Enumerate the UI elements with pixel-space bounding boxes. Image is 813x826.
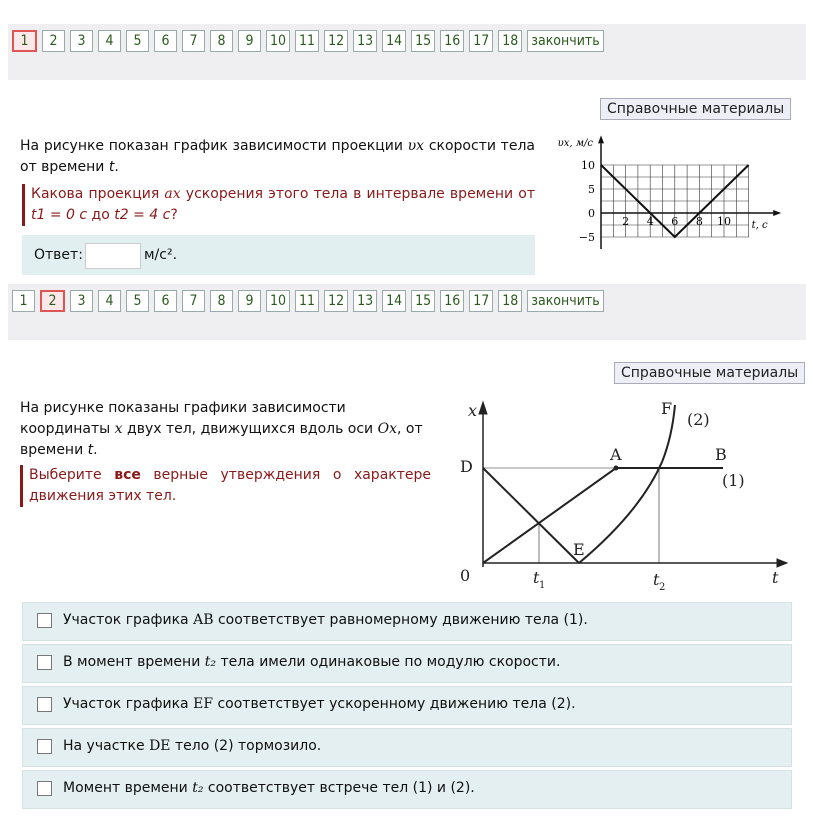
t: тела имели одинаковые по модулю скорости. bbox=[216, 654, 561, 670]
x-axis-label: x bbox=[468, 401, 478, 420]
t: . bbox=[93, 442, 98, 458]
t: t₂ bbox=[192, 780, 204, 796]
y-tick-label: 10 bbox=[581, 159, 595, 172]
t: двух тел, движущихся вдоль оси bbox=[122, 421, 378, 437]
question-11-button[interactable]: 11 bbox=[295, 290, 319, 312]
answer-input[interactable] bbox=[85, 243, 141, 269]
checkbox[interactable] bbox=[37, 697, 52, 712]
question-4-button[interactable]: 4 bbox=[98, 30, 121, 52]
question-8-button[interactable]: 8 bbox=[210, 290, 233, 312]
t: ускорения этого тела в интервале времени от bbox=[180, 186, 535, 202]
question-6-button[interactable]: 6 bbox=[154, 290, 177, 312]
x-tick-label: 2 bbox=[622, 215, 630, 228]
question-3-button[interactable]: 3 bbox=[70, 30, 93, 52]
t: На участке bbox=[63, 738, 150, 754]
question-1-button[interactable]: 1 bbox=[12, 30, 37, 52]
question-nav-1 bbox=[8, 24, 806, 80]
question-18-button[interactable]: 18 bbox=[498, 30, 522, 52]
question-5-button[interactable]: 5 bbox=[126, 290, 149, 312]
option-5[interactable] bbox=[22, 770, 792, 809]
t: t bbox=[108, 159, 115, 175]
label-f: F bbox=[661, 399, 673, 418]
t: Момент времени bbox=[63, 780, 193, 796]
label-zero: 0 bbox=[460, 566, 471, 585]
t: Участок графика bbox=[63, 612, 194, 628]
question-2-button[interactable]: 2 bbox=[42, 30, 65, 52]
label-a: A bbox=[610, 445, 622, 464]
t: ax bbox=[164, 186, 181, 202]
option-4[interactable] bbox=[22, 728, 792, 767]
x-tick-label: 8 bbox=[695, 215, 703, 228]
reference-materials-button-2[interactable]: Справочные материалы bbox=[614, 362, 805, 384]
question-4-button[interactable]: 4 bbox=[98, 290, 121, 312]
t: В момент времени bbox=[63, 654, 205, 670]
t-axis-label: t bbox=[772, 568, 779, 587]
t: тело (2) тормозило. bbox=[170, 738, 322, 754]
x-axis-label: t, с bbox=[751, 220, 768, 231]
question-17-button[interactable]: 17 bbox=[469, 290, 493, 312]
t: DE bbox=[149, 738, 171, 754]
question-5-button[interactable]: 5 bbox=[126, 30, 149, 52]
task1-question bbox=[22, 184, 535, 226]
coordinate-graph bbox=[440, 392, 813, 602]
checkbox[interactable] bbox=[37, 655, 52, 670]
t: . bbox=[114, 159, 119, 175]
question-7-button[interactable]: 7 bbox=[182, 290, 205, 312]
checkbox[interactable] bbox=[37, 613, 52, 628]
label-b: B bbox=[715, 445, 727, 464]
x-tick-label: 4 bbox=[646, 215, 654, 228]
y-tick-label: 5 bbox=[588, 183, 595, 196]
t: На рисунке показан график зависимости проекции bbox=[20, 138, 408, 154]
y-tick-label: −5 bbox=[578, 231, 595, 244]
t: t1 = 0 с bbox=[31, 207, 88, 223]
label-2: (2) bbox=[687, 410, 710, 429]
task2-question bbox=[20, 465, 431, 507]
question-17-button[interactable]: 17 bbox=[469, 30, 493, 52]
t: AB bbox=[193, 612, 214, 628]
finish-button[interactable]: закончить bbox=[527, 290, 603, 312]
option-label bbox=[63, 738, 321, 754]
t: скорости тела от времени bbox=[20, 138, 535, 175]
option-3[interactable] bbox=[22, 686, 792, 725]
t: t bbox=[87, 442, 94, 458]
question-8-button[interactable]: 8 bbox=[210, 30, 233, 52]
label-e: E bbox=[573, 540, 585, 559]
t: соответствует встрече тел (1) и (2). bbox=[203, 780, 475, 796]
t: t2 = 4 с bbox=[114, 207, 171, 223]
option-label bbox=[63, 612, 588, 628]
t: соответствует ускоренному движению тела (2). bbox=[213, 696, 576, 712]
x-tick-label: 10 bbox=[717, 215, 731, 228]
t: υx bbox=[407, 138, 425, 154]
answer-label: Ответ: bbox=[34, 247, 83, 263]
question-2-button[interactable]: 2 bbox=[40, 290, 65, 312]
question-13-button[interactable]: 13 bbox=[353, 30, 377, 52]
question-nav-2 bbox=[8, 284, 806, 340]
velocity-chart bbox=[545, 128, 785, 253]
t: Какова проекция bbox=[31, 186, 165, 202]
option-label bbox=[63, 696, 576, 712]
t: Участок графика bbox=[63, 696, 194, 712]
t: EF bbox=[193, 696, 214, 712]
question-6-button[interactable]: 6 bbox=[154, 30, 177, 52]
question-11-button[interactable]: 11 bbox=[295, 30, 319, 52]
question-14-button[interactable]: 14 bbox=[382, 30, 406, 52]
question-15-button[interactable]: 15 bbox=[411, 290, 435, 312]
question-12-button[interactable]: 12 bbox=[324, 290, 348, 312]
t: соответствует равномерному движению тела (1). bbox=[213, 612, 588, 628]
task2-text bbox=[20, 398, 432, 461]
question-3-button[interactable]: 3 bbox=[70, 290, 93, 312]
question-15-button[interactable]: 15 bbox=[411, 30, 435, 52]
question-16-button[interactable]: 16 bbox=[440, 290, 464, 312]
y-tick-label: 0 bbox=[588, 207, 595, 220]
question-9-button[interactable]: 9 bbox=[238, 290, 261, 312]
x-arrow bbox=[773, 210, 781, 216]
label-d: D bbox=[460, 457, 473, 476]
label-1: (1) bbox=[722, 471, 745, 490]
option-1[interactable] bbox=[22, 602, 792, 641]
question-9-button[interactable]: 9 bbox=[238, 30, 261, 52]
label-t1: t bbox=[533, 568, 540, 587]
option-label bbox=[63, 654, 560, 670]
checkbox[interactable] bbox=[37, 739, 52, 754]
t: Выберите bbox=[29, 467, 115, 483]
question-10-button[interactable]: 10 bbox=[266, 30, 290, 52]
t: Ox bbox=[377, 421, 397, 437]
answer-unit: м/с². bbox=[144, 247, 178, 263]
t: t₂ bbox=[204, 654, 216, 670]
finish-button[interactable]: закончить bbox=[527, 30, 603, 52]
question-14-button[interactable]: 14 bbox=[382, 290, 406, 312]
reference-materials-button[interactable]: Справочные материалы bbox=[600, 98, 791, 120]
x-tick-label: 6 bbox=[671, 215, 679, 228]
y-arrow bbox=[598, 135, 604, 143]
t: , от времени bbox=[20, 421, 423, 458]
t: верные утверждения о характере движения этих тел. bbox=[29, 467, 431, 504]
t: x bbox=[114, 421, 123, 437]
t: На рисунке показаны графики зависимости координаты bbox=[20, 400, 346, 437]
task1-text bbox=[20, 136, 535, 178]
answer-box bbox=[22, 235, 535, 275]
t: ? bbox=[170, 207, 178, 223]
question-13-button[interactable]: 13 bbox=[353, 290, 377, 312]
question-16-button[interactable]: 16 bbox=[440, 30, 464, 52]
question-7-button[interactable]: 7 bbox=[182, 30, 205, 52]
label-t2: t bbox=[653, 570, 660, 589]
checkbox[interactable] bbox=[37, 781, 52, 796]
question-12-button[interactable]: 12 bbox=[324, 30, 348, 52]
y-axis-label: υx, м/с bbox=[557, 138, 593, 149]
question-18-button[interactable]: 18 bbox=[498, 290, 522, 312]
option-2[interactable] bbox=[22, 644, 792, 683]
question-1-button[interactable]: 1 bbox=[12, 290, 35, 312]
question-10-button[interactable]: 10 bbox=[266, 290, 290, 312]
label-t2-sub: 2 bbox=[659, 582, 666, 593]
t: все bbox=[114, 467, 141, 483]
label-t1-sub: 1 bbox=[539, 580, 546, 591]
option-label bbox=[63, 780, 475, 796]
t: до bbox=[87, 207, 115, 223]
